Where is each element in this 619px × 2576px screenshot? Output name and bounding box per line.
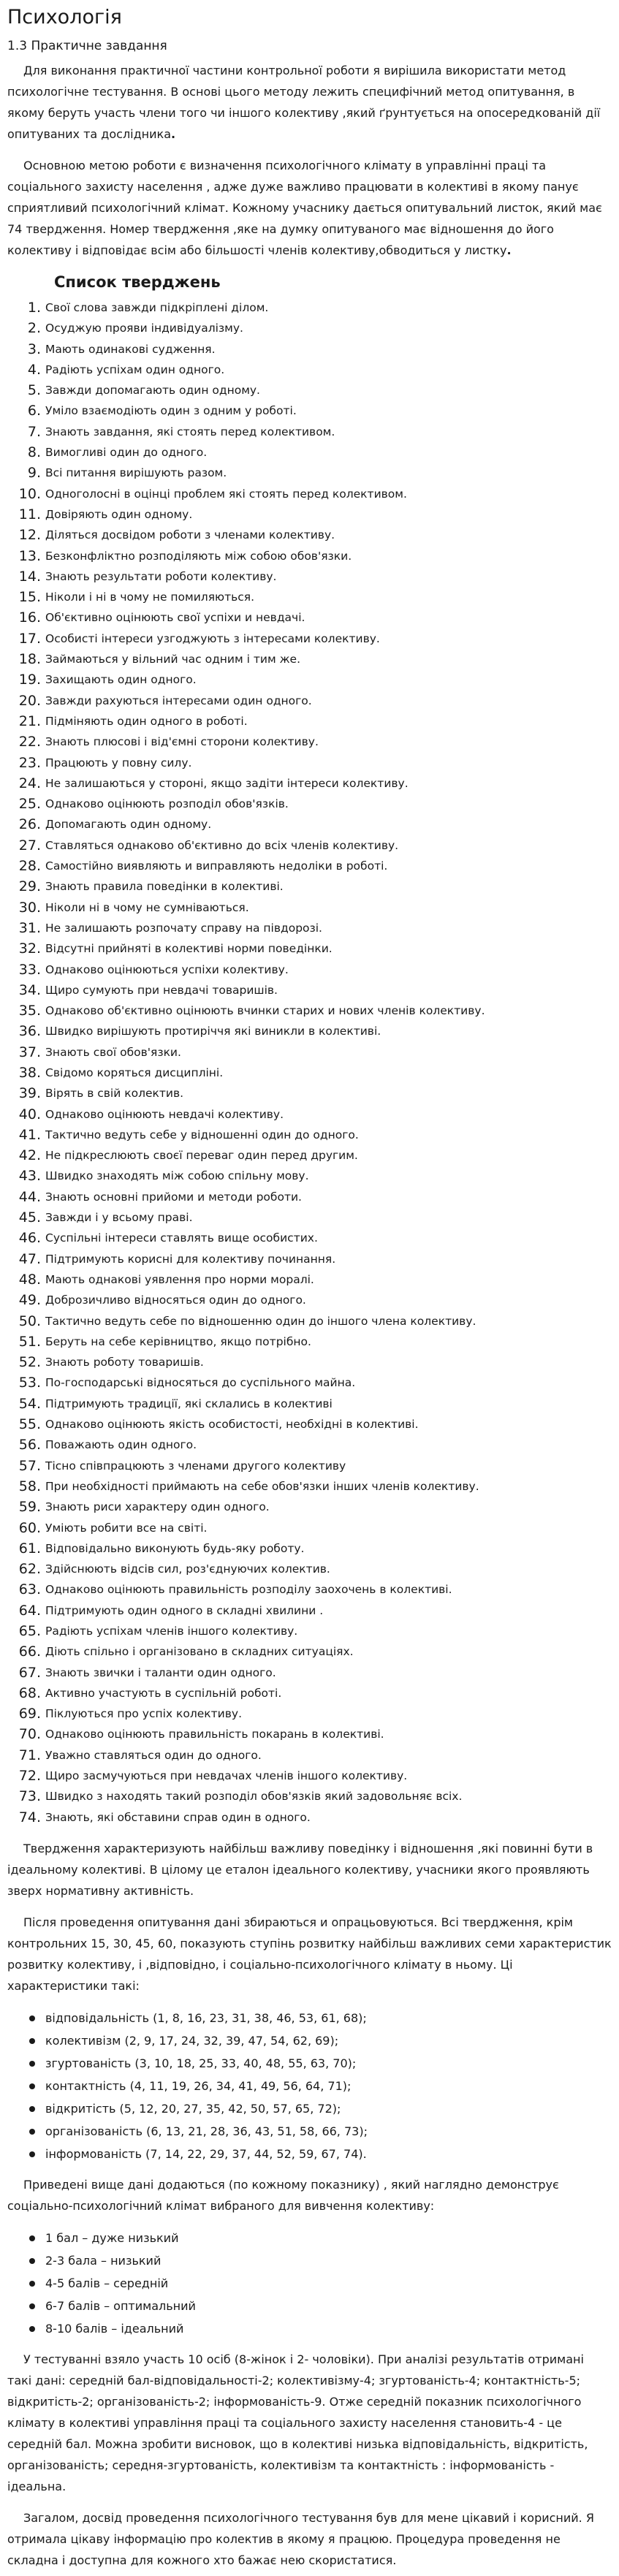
statement-item: Доброзичливо відносяться один до одного.: [45, 1293, 306, 1307]
statement-item: Підтримують один одного в складні хвилини .: [45, 1603, 324, 1617]
characteristics-list: [7, 2007, 612, 2165]
statement-item: Знають плюсові і від'ємні сторони колективу.: [45, 735, 319, 749]
statement-item: По-господарські відносяться до суспільного майна.: [45, 1376, 356, 1390]
statements-list-title: Список тверджень: [54, 273, 221, 291]
statement-item: Діляться досвідом роботи з членами колективу.: [45, 528, 335, 542]
intro-paragraph-1-text: Для виконання практичної частини контрольної роботи я вирішила використати метод психологічне тестування. В основі цього методу лежить специфічний метод опитування, в якому беруть участь члени того чи іншого колективу ,який ґрунтується на опосередкованій дії опитуваних та дослідника: [7, 64, 601, 141]
statement-item: Ніколи і ні в чому не помиляються.: [45, 590, 255, 604]
statement-item: Знають, які обставини справ один в одного.: [45, 1810, 311, 1824]
statement-item: Уважно ставляться один до одного.: [45, 1748, 262, 1762]
characteristic-item: контактність (4, 11, 19, 26, 34, 41, 49, 56, 64, 71);: [7, 2075, 612, 2097]
characteristic-item: відповідальність (1, 8, 16, 23, 31, 38, 46, 53, 61, 68);: [7, 2007, 612, 2029]
processing-paragraph: Після проведення опитування дані збираються и опрацьовуються. Всі твердження, крім контрольних 15, 30, 45, 60, показують ступінь розвитку найбільш важливих семи характеристик розвитку колективу, і ,відповідно, і соціально-психологічного клімату в ньому. Ці характеристики такі:: [7, 1915, 612, 1993]
statement-item: Свої слова завжди підкріплені ділом.: [45, 301, 269, 314]
statement-item: Не залишаються у стороні, якщо задіти інтереси колективу.: [45, 776, 409, 790]
statement-item: Радіють успіхам один одного.: [45, 362, 225, 376]
statement-item: Захищають один одного.: [45, 673, 197, 687]
statement-item: Безконфліктно розподіляють між собою обов'язки.: [45, 549, 352, 563]
statement-item: Уміло взаємодіють один з одним у роботі.: [45, 404, 297, 418]
statement-item: Мають одинакові судження.: [45, 342, 216, 356]
statement-item: Завжди і у всьому праві.: [45, 1211, 193, 1225]
statement-item: Осуджую прояви індивідуалізму.: [45, 322, 243, 335]
statement-item: Беруть на себе керівництво, якщо потрібно.: [45, 1334, 311, 1348]
statement-item: Не залишають розпочату справу на півдорозі.: [45, 921, 322, 935]
results-paragraph: У тестуванні взяло участь 10 осіб (8-жінок і 2- чоловіки). При аналізі результатів отримані такі дані: середній бал-відповідальності-2; колективізму-4; згуртованість-4; контактність-5; відкритість-2; організованість-2; інформованість-9. Отже середній показник психологічного клімату в колективі управління праці та соціального захисту населення становить-4 - це середній бал. Можна зробити висновок, що в колективі низька відповідальність, відкритість, організованість; середня-згуртованість, колективізм та контактність : інформованість - ідеальна.: [7, 2352, 588, 2493]
characteristic-item: згуртованість (3, 10, 18, 25, 33, 40, 48, 55, 63, 70);: [7, 2052, 612, 2075]
conclusion-paragraph: Загалом, досвід проведення психологічного тестування був для мене цікавий і корисний. Я отримала цікаву інформацію про колектив в якому я працюю. Процедура проведення не складна і доступна для кожного хто бажає нею скористатися.: [7, 2510, 594, 2567]
statement-item: При необхідності приймають на себе обов'язки інших членів колективу.: [45, 1479, 479, 1493]
statement-item: Довіряють один одному.: [45, 507, 193, 521]
statement-item: Підтримують корисні для колективу починання.: [45, 1252, 336, 1266]
statement-item: Особисті інтереси узгоджують з інтересами колективу.: [45, 631, 380, 645]
statement-item: Працюють у повну силу.: [45, 756, 192, 770]
statement-item: Відсутні прийняті в колективі норми поведінки.: [45, 942, 333, 956]
statement-item: Однаково оцінюються успіхи колективу.: [45, 962, 289, 976]
statement-item: Не підкреслюють своєї переваг один перед другим.: [45, 1149, 358, 1163]
scale-list: [7, 2227, 612, 2340]
statement-item: Знають правила поведінки в колективі.: [45, 880, 284, 894]
statement-item: Всі питання вирішують разом.: [45, 466, 227, 480]
statement-item: Швидко з находять такий розподіл обов'язків який задовольняє всіх.: [45, 1790, 463, 1804]
statement-item: Знають основні прийоми и методи роботи.: [45, 1190, 302, 1204]
statement-item: Самостійно виявляють и виправляють недоліки в роботі.: [45, 859, 388, 873]
statement-item: Вимогливі один до одного.: [45, 446, 208, 460]
statement-item: Щиро засмучуються при невдачах членів іншого колективу.: [45, 1769, 408, 1783]
statement-item: Одноголосні в оцінці проблем які стоять перед колективом.: [45, 487, 407, 501]
statement-item: Підтримують традиції, які склались в колективі: [45, 1397, 333, 1410]
statement-item: Відповідально виконують будь-яку роботу.: [45, 1541, 305, 1555]
statement-item: Свідомо коряться дисципліні.: [45, 1065, 224, 1079]
statement-item: Ніколи ні в чому не сумніваються.: [45, 900, 249, 914]
scale-item: 2-3 бала – низький: [7, 2249, 612, 2272]
statement-item: Тактично ведуть себе по відношенню один до іншого члена колективу.: [45, 1314, 476, 1328]
scale-item: 4-5 балів – середній: [7, 2272, 612, 2295]
statement-item: Ставляться однаково об'єктивно до всіх членів колективу.: [45, 838, 399, 852]
statement-item: Здійснюють відсів сил, роз'єднуючих колектив.: [45, 1562, 330, 1576]
statement-item: Знають завдання, які стоять перед колективом.: [45, 425, 335, 438]
characteristic-item: відкритість (5, 12, 20, 27, 35, 42, 50, 57, 65, 72);: [7, 2097, 612, 2120]
statement-item: Підміняють один одного в роботі.: [45, 714, 248, 728]
statement-item: Однаково оцінюють якість особистості, необхідні в колективі.: [45, 1418, 419, 1432]
scale-paragraph: Приведені вище дані додаються (по кожному показнику) , який наглядно демонструє соціально-психологічний клімат вибраного для вивчення колективу:: [7, 2177, 559, 2213]
statement-item: Уміють робити все на світі.: [45, 1521, 208, 1535]
statement-item: Тактично ведуть себе у відношенні один до одного.: [45, 1128, 359, 1141]
statement-item: Поважають один одного.: [45, 1438, 197, 1452]
scale-item: 8-10 балів – ідеальний: [7, 2317, 612, 2340]
statement-item: Завжди допомагають один одному.: [45, 384, 260, 398]
statement-item: Знають звички і таланти один одного.: [45, 1665, 276, 1679]
statement-item: Займаються у вільний час одним і тим же.: [45, 653, 300, 666]
statement-item: Знають роботу товаришів.: [45, 1356, 204, 1369]
statement-item: Піклуються про успіх колективу.: [45, 1707, 242, 1721]
statement-item: Суспільні інтереси ставлять вище особистих.: [45, 1231, 318, 1245]
statement-item: Однаково оцінюють невдачі колективу.: [45, 1107, 284, 1121]
statement-item: Тісно співпрацюють з членами другого колективу: [45, 1459, 346, 1473]
characteristic-item: колективізм (2, 9, 17, 24, 32, 39, 47, 54, 62, 69);: [7, 2029, 612, 2052]
section-subtitle: 1.3 Практичне завдання: [7, 39, 167, 53]
statement-item: Швидко вирішують протиріччя які виникли в колективі.: [45, 1025, 381, 1038]
statement-item: Діють спільно і організовано в складних ситуаціях.: [45, 1645, 354, 1659]
statement-item: Однаково оцінюють розподіл обов'язків.: [45, 797, 289, 811]
intro-paragraph-2-end: .: [506, 243, 512, 257]
statement-item: Допомагають один одному.: [45, 818, 212, 832]
statement-item: Знають результати роботи колективу.: [45, 569, 277, 583]
characteristic-item: організованість (6, 13, 21, 28, 36, 43, 51, 58, 66, 73);: [7, 2120, 612, 2143]
statement-item: Знають свої обов'язки.: [45, 1045, 181, 1059]
statement-item: Однаково об'єктивно оцінюють вчинки старих и нових членів колективу.: [45, 1004, 485, 1018]
statement-item: Радіють успіхам членів іншого колективу.: [45, 1625, 298, 1638]
scale-item: 1 бал – дуже низький: [7, 2227, 612, 2249]
statement-item: Однаково оцінюють правильність розподілу заохочень в колективі.: [45, 1583, 452, 1597]
intro-paragraph-1-end: .: [171, 127, 176, 141]
statement-item: Вірять в свій колектив.: [45, 1087, 184, 1101]
intro-paragraph-2: [7, 155, 612, 261]
intro-paragraph-2-text: Основною метою роботи є визначення психологічного клімату в управлінні праці та соціального захисту населення , адже дуже важливо працювати в колективі в якому панує сприятливий психологічний клімат. Кожному учаснику дається опитувальний листок, який має 74 твердження. Номер твердження ,яке на думку опитуваного має відношення до його колективу і відповідає всім або більшості членів колективу,обводиться у листку: [7, 159, 602, 257]
statement-item: Активно участують в суспільній роботі.: [45, 1686, 282, 1700]
statement-item: Завжди рахуються інтересами один одного.: [45, 694, 312, 707]
scale-item: 6-7 балів – оптимальний: [7, 2295, 612, 2317]
statement-item: Швидко знаходять між собою спільну мову.: [45, 1169, 309, 1183]
page-title: Психологія: [7, 6, 122, 29]
statement-item: Об'єктивно оцінюють свої успіхи и невдачі.: [45, 611, 305, 625]
statement-item: Однаково оцінюють правильність покарань в колективі.: [45, 1728, 384, 1741]
characteristic-item: інформованість (7, 14, 22, 29, 37, 44, 52, 59, 67, 74).: [7, 2143, 612, 2165]
statement-item: Знають риси характеру один одного.: [45, 1500, 270, 1514]
statements-list: [7, 297, 612, 1828]
statement-item: Щиро сумують при невдачі товаришів.: [45, 983, 278, 997]
ideal-paragraph: Твердження характеризують найбільш важливу поведінку і відношення ,які повинні бути в ідеальному колективі. В цілому це еталон ідеального колективу, учасники якого проявляють зверх нормативну активність.: [7, 1841, 593, 1898]
statement-item: Мають однакові уявлення про норми моралі.: [45, 1272, 314, 1286]
intro-paragraph-1: [7, 60, 612, 145]
